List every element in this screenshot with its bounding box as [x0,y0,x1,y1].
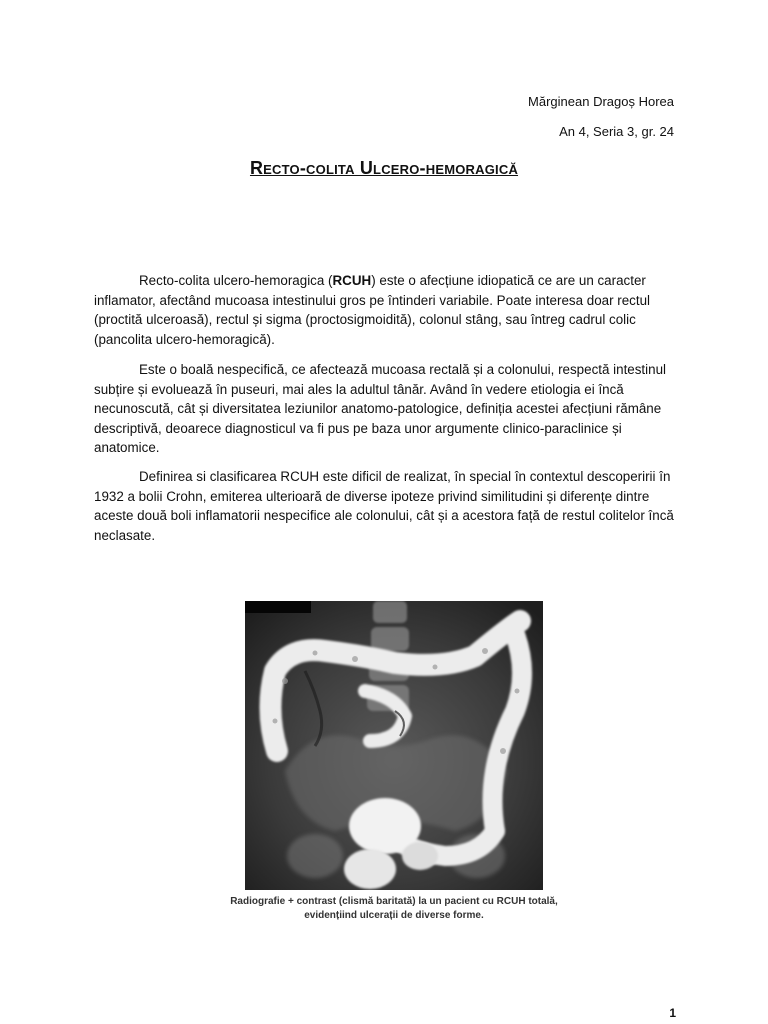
paragraph-2 [94,360,676,458]
document-title: Recto-colita Ulcero-hemoragică [249,158,519,178]
author-name: Mărginean Dragoș Horea [528,94,674,109]
class-info: An 4, Seria 3, gr. 24 [559,124,674,139]
paragraph-2-text: Este o boală nespecifică, ce afectează mucoasa rectală și a colonului, respectă intestinul subțire și evoluează în puseuri, mai ales la adultul tânăr. Având în vedere etiologia ei încă necunoscută, cât și diversitatea leziunilor anatomo-patologice, definiția acestei afecțiuni rămâne descriptivă, deoarece diagnosticul va fi pus pe baza unor argumente clinico-paraclinice și anatomice. [94,362,667,455]
paragraph-1-abbreviation: RCUH [332,273,372,288]
paragraph-3 [94,467,676,545]
paragraph-1-start: Recto-colita ulcero-hemoragica ( [139,273,333,288]
page-number: 1 [669,1006,676,1020]
xray-image [245,601,543,890]
xray-illustration [245,601,543,890]
figure-caption: Radiografie + contrast (clismă baritată) la un pacient cu RCUH totală, evidențiind ulcerații de diverse forme. [230,896,558,921]
paragraph-1 [94,271,676,349]
paragraph-3-text: Definirea si clasificarea RCUH este dificil de realizat, în special în contextul descoperirii în 1932 a bolii Crohn, emiterea ulterioară de diverse ipoteze privind similitudini și diferențe dintre aceste două boli inflamatorii nespecifice ale colonului, cât și a acestora față de restul colitelor încă neclasate. [94,469,674,543]
paragraph-1-rest: ) este o afecțiune idiopatică ce are un caracter inflamator, afectând mucoasa intestinului gros pe întinderi variabile. Poate interesa doar rectul (proctită ulceroasă), rectul și sigma (proctosigmoidită), colonul stâng, sau întreg cadrul colic (pancolita ulcero-hemoragică). [94,273,651,347]
